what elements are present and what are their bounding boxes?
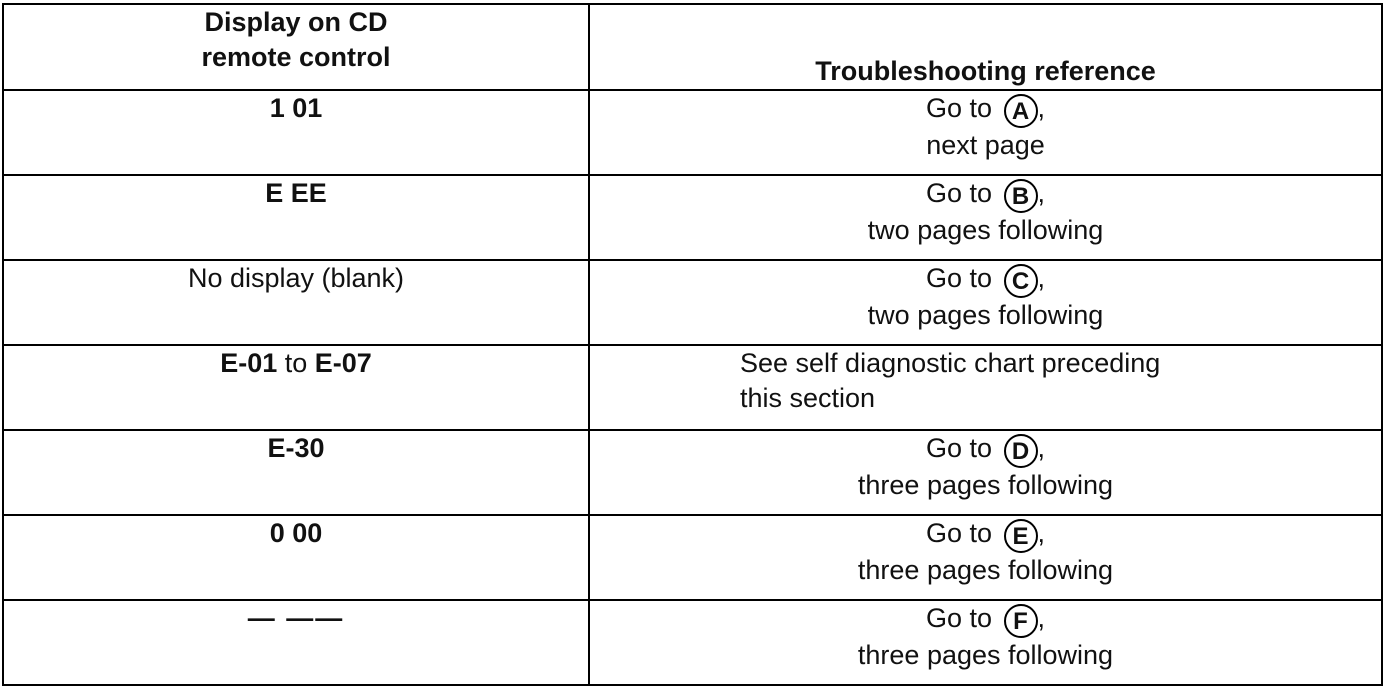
table-row [3, 90, 1382, 175]
reference-cell [589, 430, 1382, 515]
reference-cell [589, 600, 1382, 685]
header-display-line2: remote control [201, 42, 391, 72]
header-display-line1: Display on CD [204, 7, 388, 37]
display-cell: — —— [3, 600, 589, 685]
display-code-start: E-01 [220, 348, 278, 378]
reference-prefix: Go to [925, 518, 992, 548]
circled-letter-icon: A [1004, 94, 1038, 128]
reference-line2: three pages following [857, 470, 1114, 500]
reference-line2: two pages following [867, 215, 1104, 245]
display-connector: to [277, 348, 315, 378]
reference-cell [589, 345, 1382, 430]
header-reference: Troubleshooting reference [589, 4, 1382, 90]
reference-cell [589, 175, 1382, 260]
display-cell: 1 01 [3, 90, 589, 175]
header-display [3, 4, 589, 90]
reference-prefix: Go to [925, 433, 992, 463]
reference-cell [589, 260, 1382, 345]
reference-suffix: , [1037, 93, 1046, 123]
reference-line2: two pages following [867, 300, 1104, 330]
reference-prefix: Go to [925, 263, 992, 293]
reference-line2: three pages following [857, 555, 1114, 585]
reference-suffix: , [1037, 178, 1046, 208]
table-row [3, 430, 1382, 515]
reference-suffix: , [1037, 603, 1046, 633]
table-row [3, 515, 1382, 600]
reference-prefix: Go to [925, 93, 992, 123]
circled-letter-icon: F [1004, 604, 1038, 638]
reference-suffix: , [1037, 263, 1046, 293]
reference-prefix: Go to [925, 603, 992, 633]
table-row [3, 260, 1382, 345]
reference-cell [589, 90, 1382, 175]
reference-line1: See self diagnostic chart preceding [740, 348, 1161, 378]
display-cell: 0 00 [3, 515, 589, 600]
display-code-end: E-07 [314, 348, 372, 378]
circled-letter-icon: D [1004, 434, 1038, 468]
reference-line2: this section [740, 383, 876, 413]
reference-suffix: , [1037, 518, 1046, 548]
table-header-row [3, 4, 1382, 90]
reference-prefix: Go to [925, 178, 992, 208]
table-row [3, 345, 1382, 430]
troubleshooting-table [2, 3, 1383, 686]
reference-suffix: , [1037, 433, 1046, 463]
circled-letter-icon: C [1004, 264, 1038, 298]
display-cell: E-30 [3, 430, 589, 515]
circled-letter-icon: E [1004, 519, 1038, 553]
circled-letter-icon: B [1004, 179, 1038, 213]
display-cell: No display (blank) [3, 260, 589, 345]
reference-cell [589, 515, 1382, 600]
reference-line2: three pages following [857, 640, 1114, 670]
reference-line2: next page [926, 130, 1045, 160]
display-cell [3, 345, 589, 430]
display-cell: E EE [3, 175, 589, 260]
table-row [3, 175, 1382, 260]
table-row [3, 600, 1382, 685]
